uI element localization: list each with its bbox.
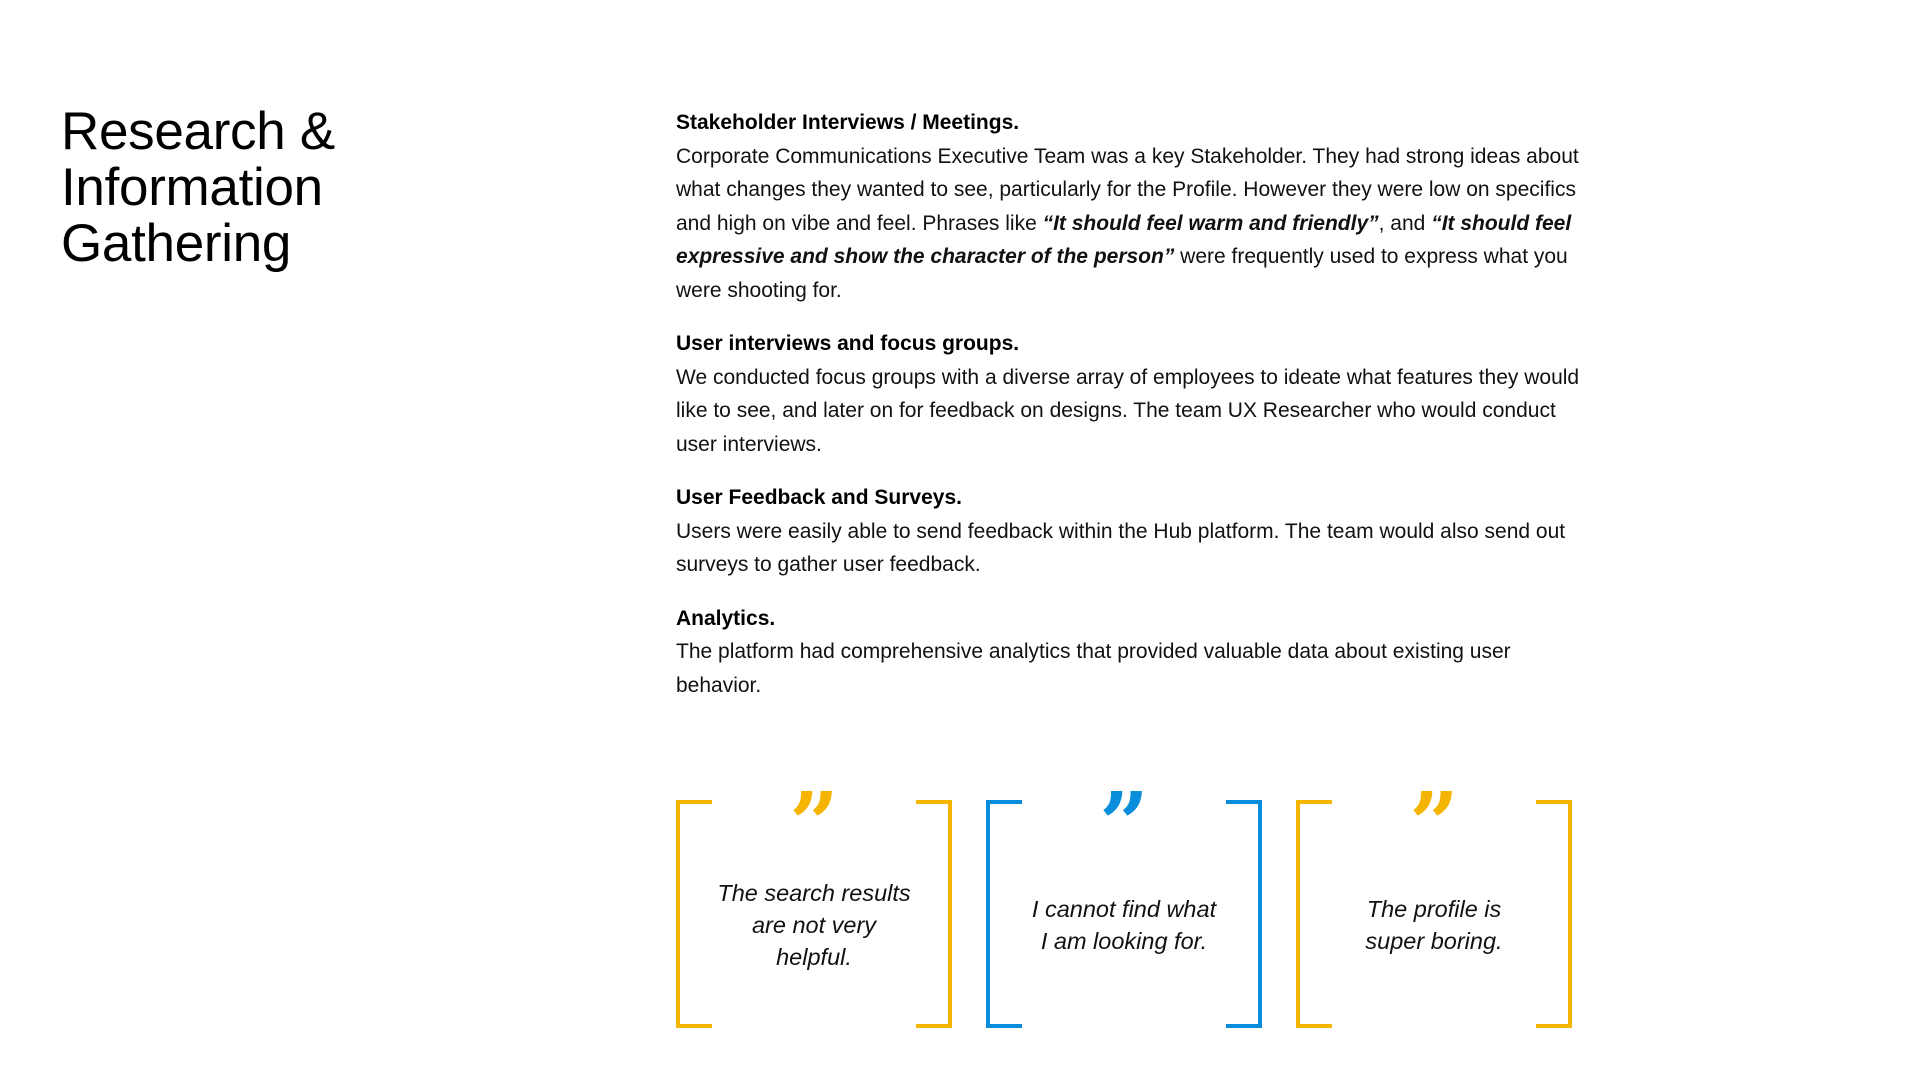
user-quotes — [676, 782, 1576, 1032]
section-heading: User Feedback and Surveys. — [676, 486, 962, 509]
quote-mark-icon: ” — [1099, 782, 1149, 842]
section-body: The platform had comprehensive analytics that provided valuable data about existing user behavior. — [676, 640, 1511, 697]
quote-mark-icon: ” — [789, 782, 839, 842]
body-text: were frequently used to express what you were shooting for. — [676, 245, 1568, 302]
section-heading: Stakeholder Interviews / Meetings. — [676, 111, 1020, 134]
quote-text-wrap — [1336, 860, 1532, 990]
quote-text-wrap — [716, 860, 912, 990]
section-user-interviews — [676, 327, 1596, 461]
body-text: , and — [1378, 211, 1432, 235]
page-title: Research & Information Gathering — [61, 102, 335, 273]
quote-text-wrap — [1026, 860, 1222, 990]
quote-text: I cannot find what I am looking for. — [1031, 896, 1217, 954]
quote-text: The profile is super boring. — [1365, 896, 1503, 954]
section-user-feedback — [676, 481, 1596, 582]
section-body: Users were easily able to send feedback within the Hub platform. The team would also send out surveys to gather user feedback. — [676, 519, 1566, 576]
quote-card — [986, 782, 1262, 1028]
section-analytics — [676, 602, 1596, 703]
quote-card — [676, 782, 952, 1028]
body-text: Corporate Communications Executive Team was a key Stakeholder. They had strong ideas about what changes they wanted to see, particularly for the Profile. However they were low on specifics and high on vibe and feel. Phrases like — [676, 144, 1579, 235]
quote-mark-icon: ” — [1409, 782, 1459, 842]
stakeholder-quote: “It should feel warm and friendly” — [1042, 211, 1379, 235]
stakeholder-quote: “It should feel expressive and show the character of the person” — [676, 211, 1572, 268]
section-body: We conducted focus groups with a diverse array of employees to ideate what features they would like to see, and later on for feedback on designs. The team UX Researcher who would conduct user interviews. — [676, 365, 1580, 456]
research-content — [676, 106, 1596, 722]
section-body — [676, 140, 1596, 308]
quote-text: The search results are not very helpful. — [717, 880, 911, 970]
section-stakeholder-interviews — [676, 106, 1596, 307]
quote-card — [1296, 782, 1572, 1028]
section-heading: Analytics. — [676, 606, 776, 630]
section-heading: User interviews and focus groups. — [676, 332, 1020, 355]
